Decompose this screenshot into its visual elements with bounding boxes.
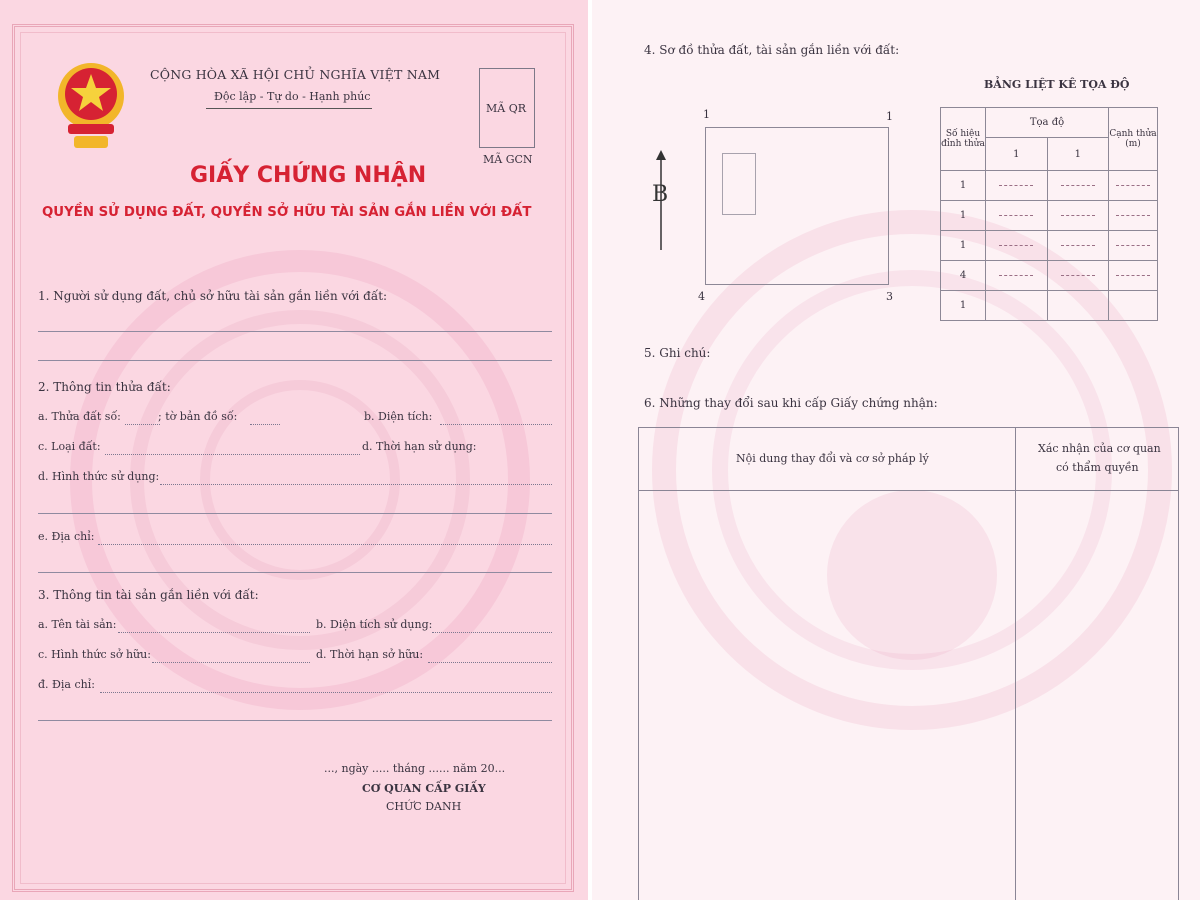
coord-cell [1047, 171, 1109, 201]
form-line [38, 331, 552, 332]
corner-label: 4 [698, 290, 705, 303]
asset-address-label: đ. Địa chỉ: [38, 678, 95, 691]
y-column-header: 1 [1047, 138, 1109, 171]
republic-name: CỘNG HÒA XÃ HỘI CHỦ NGHĨA VIỆT NAM [150, 67, 441, 82]
section6-heading: 6. Những thay đổi sau khi cấp Giấy chứng nhận: [644, 396, 938, 410]
corner-label: 1 [703, 108, 710, 121]
edge-cell [1109, 231, 1158, 261]
fill-line [152, 662, 310, 663]
corner-label: 1 [886, 110, 893, 123]
fill-line [160, 484, 552, 485]
changes-table [638, 427, 1179, 900]
use-term-label: d. Thời hạn sử dụng: [362, 440, 477, 453]
section5-heading: 5. Ghi chú: [644, 346, 711, 360]
national-emblem-icon [56, 56, 126, 154]
fill-line [100, 692, 552, 693]
authority-column-header-line1: Xác nhận của cơ quan [1038, 442, 1161, 455]
fill-line [250, 424, 280, 425]
form-line [38, 360, 552, 361]
certificate-title: GIẤY CHỨNG NHẬN [190, 163, 427, 188]
map-sheet-label: ; tờ bản đồ số: [158, 410, 238, 423]
area-label: b. Diện tích: [364, 410, 433, 423]
coord-cell [1047, 291, 1109, 321]
coord-cell [986, 291, 1048, 321]
certificate-front-page [0, 0, 588, 900]
coord-cell [986, 231, 1048, 261]
coordinate-table-title: BẢNG LIỆT KÊ TỌA ĐỘ [984, 78, 1130, 91]
edge-length-column-header: Cạnh thửa (m) [1109, 108, 1158, 171]
parcel-number-label: a. Thửa đất số: [38, 410, 121, 423]
qr-code-label: MÃ QR [486, 102, 527, 115]
certificate-back-page [592, 0, 1200, 900]
use-form-label: d. Hình thức sử dụng: [38, 470, 160, 483]
north-label: B [652, 182, 669, 207]
motto-underline [206, 108, 372, 109]
point-number: 1 [941, 291, 986, 321]
section3-heading: 3. Thông tin tài sản gắn liền với đất: [38, 588, 259, 602]
asset-name-label: a. Tên tài sản: [38, 618, 117, 631]
issuing-agency: CƠ QUAN CẤP GIẤY [362, 782, 486, 795]
changes-table-header-divider [638, 490, 1179, 491]
certificate-number-label: MÃ GCN [483, 153, 533, 166]
fill-line [125, 424, 160, 425]
point-number: 4 [941, 261, 986, 291]
fill-line [105, 454, 360, 455]
fill-line [98, 544, 552, 545]
coord-cell [986, 201, 1048, 231]
point-number: 1 [941, 201, 986, 231]
fill-line [428, 662, 552, 663]
ownership-form-label: c. Hình thức sở hữu: [38, 648, 151, 661]
coordinate-column-header: Tọa độ [986, 108, 1109, 138]
point-number: 1 [941, 171, 986, 201]
section1-heading: 1. Người sử dụng đất, chủ sở hữu tài sản gắn liền với đất: [38, 289, 388, 303]
land-type-label: c. Loại đất: [38, 440, 101, 453]
coord-cell [1047, 261, 1109, 291]
qr-code-box [479, 68, 535, 148]
change-content-column-header: Nội dung thay đổi và cơ sở pháp lý [736, 452, 929, 465]
coord-cell [1047, 231, 1109, 261]
address-label: e. Địa chỉ: [38, 530, 95, 543]
certificate-subtitle: QUYỀN SỬ DỤNG ĐẤT, QUYỀN SỞ HỮU TÀI SẢN GẮN LIỀN VỚI ĐẤT [42, 205, 532, 220]
section2-heading: 2. Thông tin thửa đất: [38, 380, 171, 394]
fill-line [432, 632, 552, 633]
coordinate-table [940, 107, 1158, 321]
form-line [38, 572, 552, 573]
point-column-header: Số hiệu đỉnh thửa [941, 108, 986, 171]
point-number: 1 [941, 231, 986, 261]
usage-area-label: b. Diện tích sử dụng: [316, 618, 433, 631]
issue-date: ..., ngày ..... tháng ...... năm 20... [324, 762, 506, 775]
edge-cell [1109, 201, 1158, 231]
coord-cell [986, 171, 1048, 201]
edge-cell [1109, 261, 1158, 291]
national-motto: Độc lập - Tự do - Hạnh phúc [214, 90, 371, 103]
x-column-header: 1 [986, 138, 1048, 171]
building-footprint [722, 153, 756, 215]
authority-column-header-line2: có thẩm quyền [1056, 461, 1139, 474]
form-line [38, 513, 552, 514]
section4-heading: 4. Sơ đồ thửa đất, tài sản gắn liền với đất: [644, 43, 900, 57]
coord-cell [1047, 201, 1109, 231]
edge-cell [1109, 171, 1158, 201]
fill-line [118, 632, 310, 633]
changes-table-column-divider [1015, 427, 1016, 900]
signer-title: CHỨC DANH [386, 800, 462, 813]
edge-cell [1109, 291, 1158, 321]
corner-label: 3 [886, 290, 893, 303]
fill-line [440, 424, 552, 425]
coord-cell [986, 261, 1048, 291]
form-line [38, 720, 552, 721]
ownership-term-label: d. Thời hạn sở hữu: [316, 648, 424, 661]
